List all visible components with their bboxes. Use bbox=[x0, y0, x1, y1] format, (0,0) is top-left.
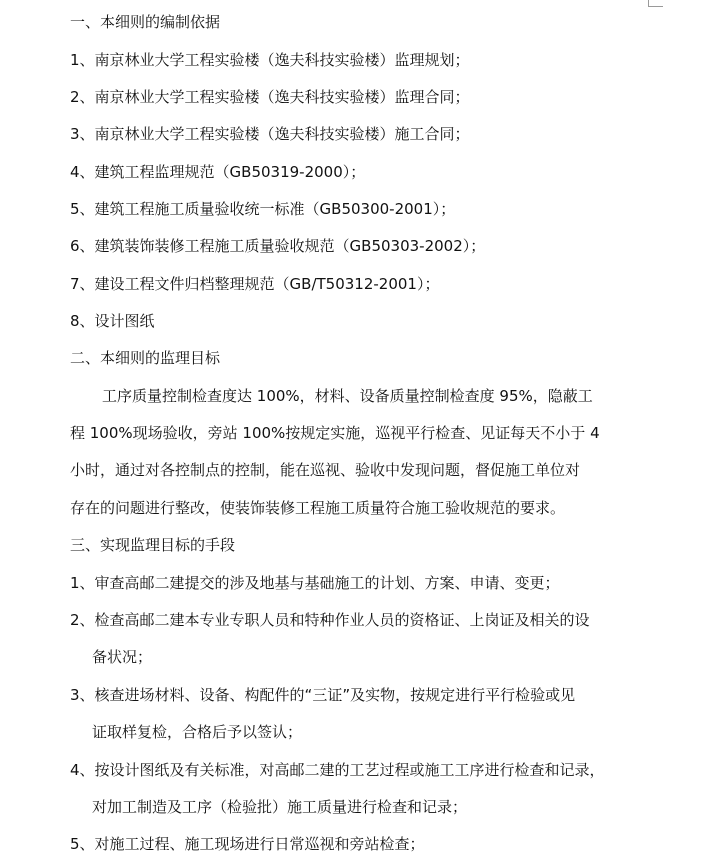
basis-item-7: 7、建设工程文件归档整理规范（GB/T50312-2001）； bbox=[70, 275, 440, 293]
means-item-2-continuation: 备状况； bbox=[92, 648, 153, 666]
means-item-4: 4、按设计图纸及有关标准，对高邮二建的工艺过程或施工工序进行检查和记录， bbox=[70, 761, 605, 779]
goal-paragraph-line: 程 100%现场验收，旁站 100%按规定实施，巡视平行检查、见证每天不小于 4 bbox=[70, 424, 600, 442]
means-item-1: 1、审查高邮二建提交的涉及地基与基础施工的计划、方案、申请、变更； bbox=[70, 574, 560, 592]
means-item-3: 3、核查进场材料、设备、构配件的“三证”及实物，按规定进行平行检验或见 bbox=[70, 686, 576, 704]
heading-section-1: 一、本细则的编制依据 bbox=[70, 13, 221, 31]
basis-item-3: 3、南京林业大学工程实验楼（逸夫科技实验楼）施工合同； bbox=[70, 125, 470, 143]
means-item-2: 2、检查高邮二建本专业专职人员和特种作业人员的资格证、上岗证及相关的设 bbox=[70, 611, 590, 629]
means-item-4-continuation: 对加工制造及工序（检验批）施工质量进行检查和记录； bbox=[92, 798, 468, 816]
heading-section-2: 二、本细则的监理目标 bbox=[70, 349, 221, 367]
basis-item-8: 8、设计图纸 bbox=[70, 312, 155, 330]
heading-section-3: 三、实现监理目标的手段 bbox=[70, 536, 236, 554]
goal-paragraph-line: 小时，通过对各控制点的控制，能在巡视、验收中发现问题，督促施工单位对 bbox=[70, 461, 581, 479]
basis-item-2: 2、南京林业大学工程实验楼（逸夫科技实验楼）监理合同； bbox=[70, 88, 470, 106]
basis-item-4: 4、建筑工程监理规范（GB50319-2000）； bbox=[70, 163, 366, 181]
basis-item-1: 1、南京林业大学工程实验楼（逸夫科技实验楼）监理规划； bbox=[70, 51, 470, 69]
goal-paragraph-line: 工序质量控制检查度达 100%，材料、设备质量控制检查度 95%，隐蔽工 bbox=[102, 387, 593, 405]
basis-item-5: 5、建筑工程施工质量验收统一标准（GB50300-2001）； bbox=[70, 200, 456, 218]
means-item-3-continuation: 证取样复检，合格后予以签认； bbox=[92, 723, 303, 741]
means-item-5: 5、对施工过程、施工现场进行日常巡视和旁站检查； bbox=[70, 835, 425, 853]
goal-paragraph-line: 存在的问题进行整改，使装饰装修工程施工质量符合施工验收规范的要求。 bbox=[70, 499, 566, 517]
page-corner-mark bbox=[648, 0, 663, 7]
basis-item-6: 6、建筑装饰装修工程施工质量验收规范（GB50303-2002）； bbox=[70, 237, 486, 255]
